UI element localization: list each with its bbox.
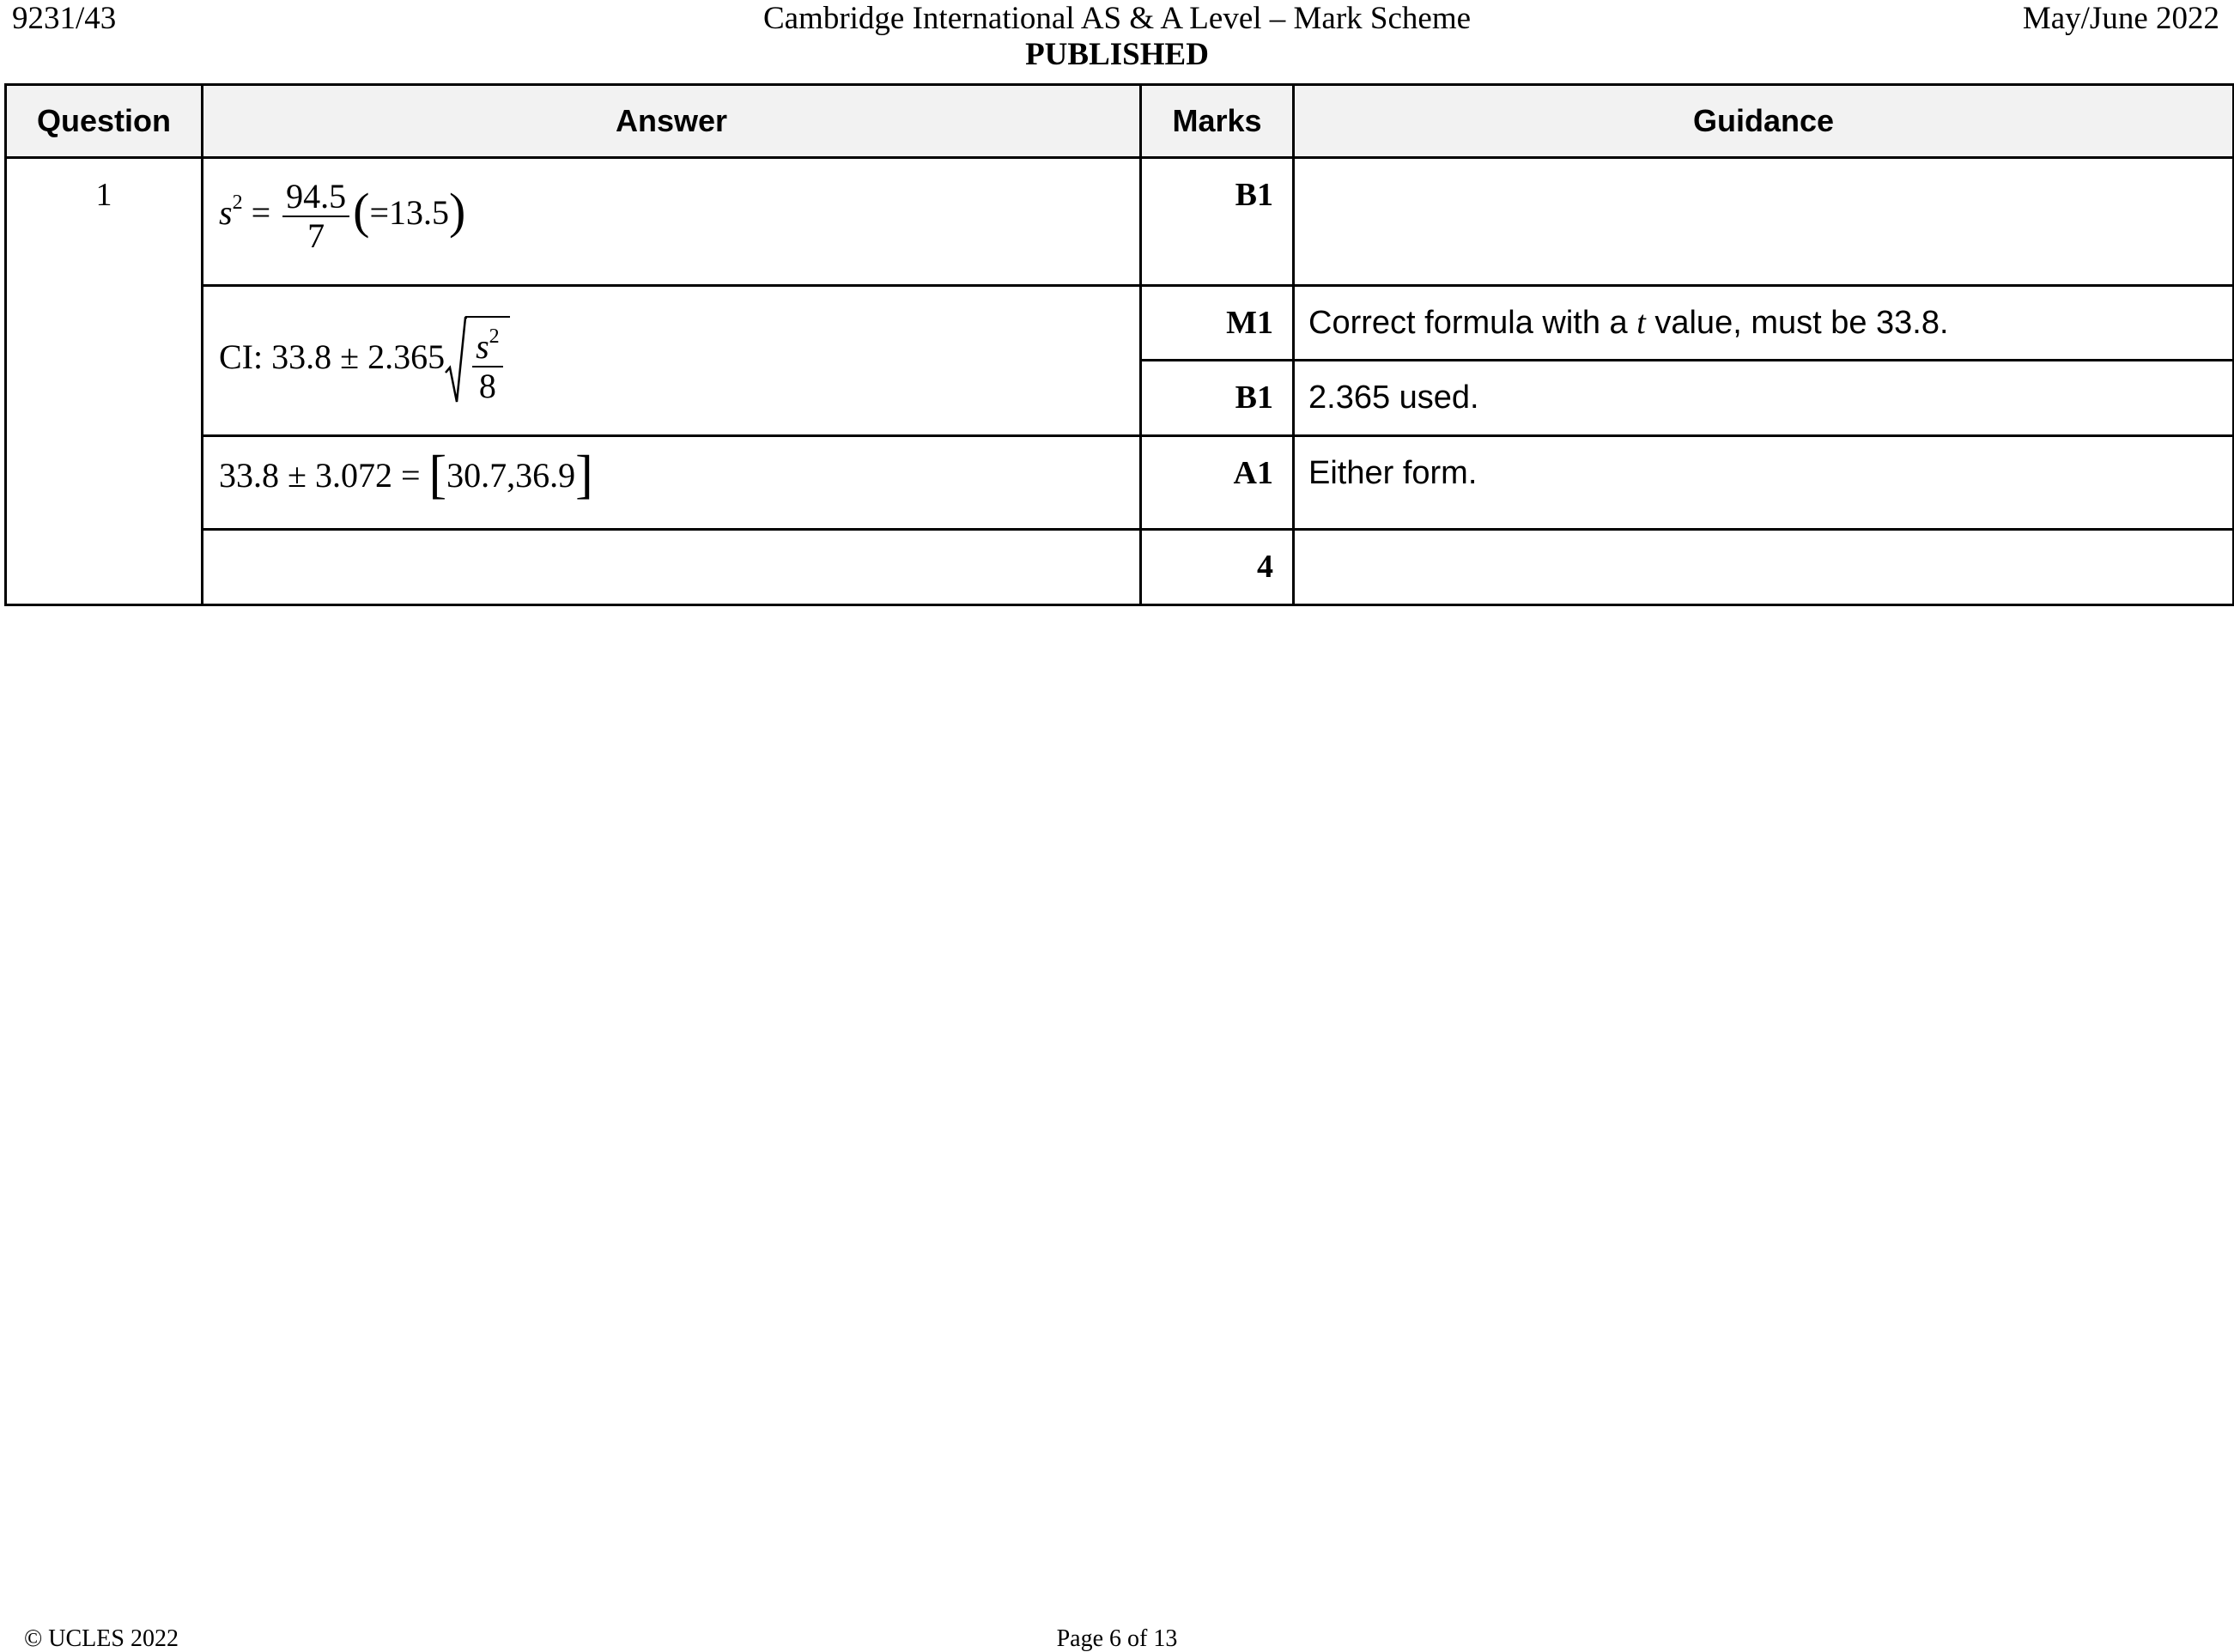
square-root (445, 316, 510, 405)
close-bracket: ] (575, 446, 593, 504)
close-paren: ) (449, 183, 466, 240)
copyright: © UCLES 2022 (24, 1625, 179, 1652)
table-row (6, 436, 2234, 530)
guidance-text: Correct formula with a (1308, 305, 1637, 341)
header-guidance: Guidance (1294, 85, 2234, 158)
guidance-cell: 2.365 used. (1294, 361, 2234, 436)
published-label: PUBLISHED (1025, 37, 1209, 72)
root-denominator: 8 (478, 367, 496, 405)
question-number: 1 (6, 158, 203, 605)
numerator: 94.5 (282, 178, 349, 217)
answer-interval (203, 436, 1141, 530)
table-header-row (6, 85, 2234, 158)
interval-formula (219, 446, 593, 504)
interval-expression: 33.8 ± 3.072 = (219, 456, 421, 495)
answer-empty (203, 530, 1141, 605)
open-paren: ( (353, 183, 370, 240)
denominator: 7 (307, 216, 325, 255)
document-title: Cambridge International AS & A Level – Mark Scheme (762, 1, 1472, 36)
guidance-cell: Either form. (1294, 436, 2234, 530)
equals-sign: = (251, 193, 271, 233)
answer-variance (203, 158, 1141, 286)
guidance-cell (1294, 286, 2234, 361)
variance-value: =13.5 (369, 193, 450, 233)
interval-values: 30.7,36.9 (446, 456, 576, 495)
answer-confidence-interval (203, 286, 1141, 436)
root-power-two: 2 (489, 325, 500, 348)
paper-code: 9231/43 (12, 1, 117, 36)
variance-formula (219, 177, 466, 255)
guidance-italic-t: t (1636, 305, 1646, 341)
guidance-text: value, must be 33.8. (1645, 305, 1949, 341)
guidance-cell (1294, 158, 2234, 286)
open-bracket: [ (428, 446, 447, 504)
table-row (6, 530, 2234, 605)
header-answer: Answer (203, 85, 1141, 158)
header-marks: Marks (1141, 85, 1294, 158)
guidance-cell (1294, 530, 2234, 605)
mark-cell: B1 (1141, 158, 1294, 286)
root-variable-s: s (476, 327, 489, 366)
mark-cell: A1 (1141, 436, 1294, 530)
table-row (6, 158, 2234, 286)
ci-prefix: CI: (219, 337, 264, 377)
total-mark-cell: 4 (1141, 530, 1294, 605)
power-two: 2 (232, 191, 243, 215)
page-number: Page 6 of 13 (1056, 1625, 1178, 1652)
variable-s: s (219, 193, 233, 233)
ci-expression: 33.8 ± 2.365 (271, 337, 446, 377)
fraction (282, 178, 349, 255)
mark-scheme-table (4, 83, 2234, 606)
ci-formula (219, 325, 510, 405)
mark-cell: B1 (1141, 361, 1294, 436)
radical-sign-icon (445, 316, 467, 405)
table-row (6, 286, 2234, 361)
mark-cell: M1 (1141, 286, 1294, 361)
header-question: Question (6, 85, 203, 158)
root-fraction (472, 318, 503, 405)
exam-session: May/June 2022 (2022, 1, 2219, 36)
